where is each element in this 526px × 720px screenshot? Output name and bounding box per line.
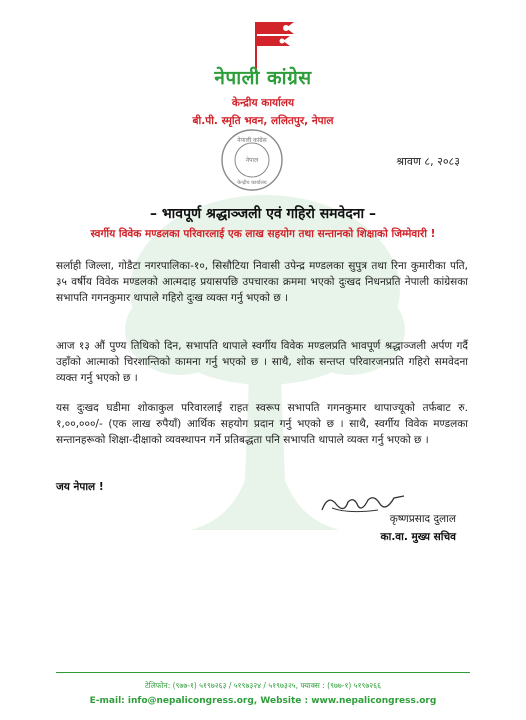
letter-subtitle: स्वर्गीय विवेक मण्डलका परिवारलाई एक लाख सहयोग तथा सन्तानको शिक्षाको जिम्मेवारी ! (90, 228, 436, 240)
signatory-title: का.वा. मुख्य सचिव (380, 531, 456, 543)
letter-title: – भावपूर्ण श्रद्धाञ्जली एवं गहिरो समवेदना – (149, 206, 377, 222)
stamp-top-text: नेपाली कांग्रेस (237, 137, 267, 144)
body-paragraph-2: आज १३ औं पुण्य तिथिको दिन, सभापति थापाले स्वर्गीय विवेक मण्डलप्रति भावपूर्ण श्रद्धाञ्जली अर्पण गर्दै उहाँको आत्माको चिरशान्तिको कामना गर्नु भएको छ । साथै, शोक सन्तप्त परिवारजनप्रति गहिरो समवेदना व्यक्त गर्नु भएको छ । (56, 340, 468, 384)
closing-salutation: जय नेपाल ! (56, 481, 104, 493)
party-name: नेपाली कांग्रेस (214, 67, 312, 89)
office-name: केन्द्रीय कार्यालय (231, 97, 295, 109)
official-stamp (220, 128, 284, 192)
body-paragraph-3: यस दुःखद घडीमा शोकाकुल परिवारलाई राहत स्वरूप सभापति गगनकुमार थापाज्यूको तर्फबाट रु. १,००,०००/- (एक लाख रुपैयाँ) आर्थिक सहयोग प्रदान गर्नु भएको छ । साथै, स्वर्गीय विवेक मण्डलका सन्तानहरूको शिक्षा-दीक्षाको व्यवस्थापन गर्ने प्रतिबद्धता पनि सभापति थापाले व्यक्त गर्नु भएको छ । (56, 402, 468, 446)
body-paragraph-1: सर्लाही जिल्ला, गोडैटा नगरपालिका-१०, सिसौटिया निवासी उपेन्द्र मण्डलका सुपुत्र तथा रिना कुमारीका पति, ३५ वर्षीय विवेक मण्डलको आत्मदाह प्रयासपछि उपचारका क्रममा भएको दुःखद निधनप्रति नेपाली कांग्रेसका सभापति गगनकुमार थापाले गहिरो दुःख व्यक्त गर्नु भएको छ । (56, 260, 468, 304)
letter-date: श्रावण ८, २०८३ (396, 155, 460, 168)
footer-contact: टेलिफोन: (९७७-१) ५१९७२६३ / ५१९७३२४ / ५१९७३२५, फ्याक्स : (९७७-१) ५१९७२६६ (145, 681, 381, 690)
stamp-bottom-text: केन्द्रीय कार्यालय (237, 180, 267, 186)
footer-divider (56, 672, 470, 673)
stamp-center-text: नेपाल (245, 157, 259, 164)
signatory-name: कृष्णप्रसाद दुलाल (389, 513, 456, 525)
office-address: बी.पी. स्मृति भवन, ललितपुर, नेपाल (192, 115, 334, 127)
footer-web: E-mail: info@nepalicongress.org, Website : www.nepalicongress.org (89, 696, 437, 706)
